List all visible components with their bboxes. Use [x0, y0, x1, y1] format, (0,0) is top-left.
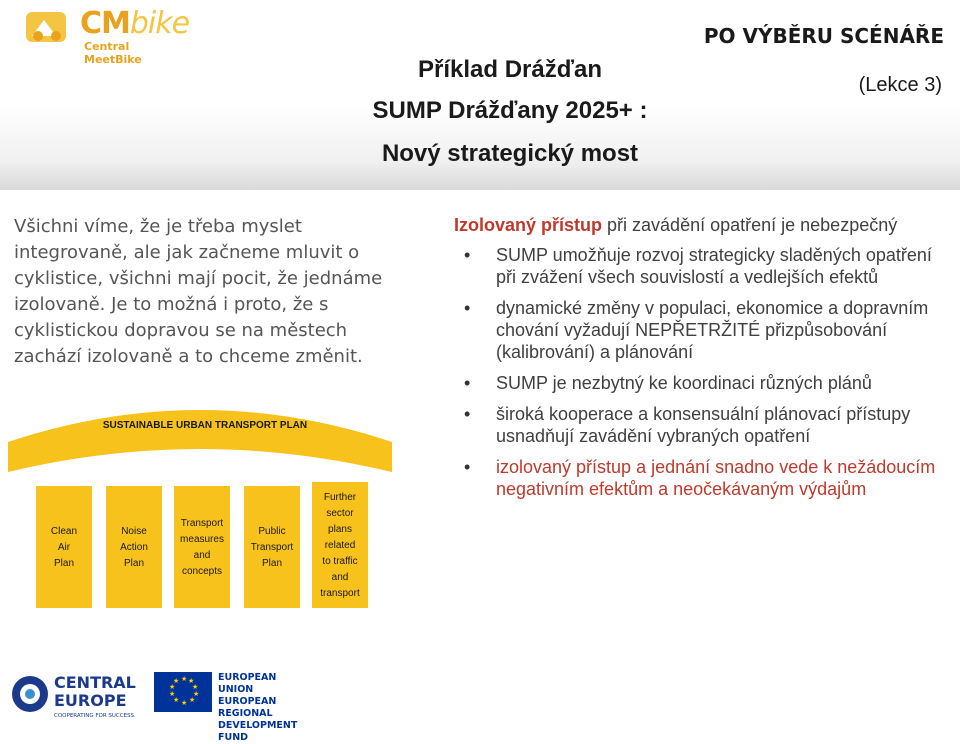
svg-text:★: ★ — [169, 683, 176, 691]
ce-line2: EUROPE — [54, 691, 127, 710]
diagram-pillar-label: transport — [320, 588, 360, 599]
diagram-pillar-label: Transport — [250, 542, 294, 553]
sump-diagram-svg — [0, 404, 400, 614]
diagram-pillar-label: concepts — [181, 566, 223, 577]
diagram-pillar-label: sector — [326, 508, 354, 519]
diagram-pillar-label: Further — [323, 492, 357, 503]
svg-text:★: ★ — [181, 675, 188, 683]
intro-text: Všichni víme, že je třeba myslet integrovaně, ale jak začneme mluvit o cyklistice, všichni mají pocit, že jednáme izolovaně. Je to možná i proto, že s cyklistickou dopravou se na městech zachází izolovaně a to chceme změnit. — [14, 216, 383, 367]
eu-line: DEVELOPMENT FUND — [218, 720, 298, 743]
eu-line: EUROPEAN REGIONAL — [218, 696, 277, 719]
sump-diagram — [0, 404, 400, 614]
footer — [0, 660, 960, 743]
central-europe-logo — [8, 668, 144, 720]
diagram-pillar-label: measures — [180, 534, 224, 545]
diagram-pillar-label: Transport — [180, 518, 224, 529]
svg-text:★: ★ — [193, 690, 200, 698]
cmbike-logo — [22, 6, 190, 66]
page-title-line-1: Příklad Drážďan — [418, 56, 602, 83]
svg-text:★: ★ — [169, 690, 176, 698]
svg-text:★: ★ — [192, 683, 199, 691]
diagram-pillar-label: Clean — [50, 526, 78, 537]
page-title-line-3: Nový strategický most — [381, 140, 639, 167]
list-item: • široká kooperace a konsensuální plánovací přístupy usnadňují zavádění vybraných opatření — [454, 403, 954, 447]
diagram-pillar-label: Noise — [121, 526, 147, 537]
ce-line1: CENTRAL — [54, 673, 136, 692]
diagram-pillar-label: Plan — [53, 558, 75, 569]
svg-text:★: ★ — [173, 696, 180, 704]
list-item: • dynamické změny v populaci, ekonomice a dopravním chování vyžadují NEPŘETRŽITÉ přizpůsobování (kalibrování) a plánování — [454, 297, 954, 363]
eu-line: EUROPEAN UNION — [218, 672, 277, 695]
list-item-warning: • izolovaný přístup a jednání snadno vede k nežádoucím negativním efektům a neočekávaným výdajům — [454, 456, 954, 500]
diagram-pillars — [36, 482, 368, 608]
svg-text:★: ★ — [189, 696, 196, 704]
diagram-pillar-label: related — [324, 540, 356, 551]
lead-rest: při zavádění opatření je nebezpečný — [602, 215, 898, 235]
diagram-pillar-label: to traffic — [322, 556, 358, 567]
diagram-pillar — [174, 486, 230, 608]
lead-statement — [454, 214, 954, 236]
diagram-roof-label: SUSTAINABLE URBAN TRANSPORT PLAN — [102, 420, 308, 431]
diagram-pillar-label: plans — [328, 524, 352, 535]
eu-fund-label — [218, 672, 314, 744]
central-europe-logo-icon — [8, 668, 144, 720]
list-item: • SUMP umožňuje rozvoj strategicky sladěných opatření při zvážení všech souvislostí a vedlejších efektů — [454, 244, 954, 288]
svg-text:★: ★ — [188, 677, 195, 685]
diagram-pillar-label: Air — [57, 542, 71, 553]
lead-highlight: Izolovaný přístup — [454, 215, 603, 235]
logo-subtitle: Central MeetBike — [84, 40, 142, 66]
ce-tagline: COOPERATING FOR SUCCESS. — [54, 713, 136, 719]
diagram-pillar-label: Action — [120, 542, 148, 553]
diagram-pillar-label: Public — [258, 526, 286, 537]
diagram-pillar-label: Plan — [123, 558, 145, 569]
eu-flag-icon — [154, 672, 212, 712]
section-title: PO VÝBĚRU SCÉNÁŘE — [703, 24, 944, 48]
logo-text: CMbike — [80, 6, 190, 41]
diagram-pillar-label: and — [193, 550, 211, 561]
slide-header — [0, 0, 960, 190]
svg-text:★: ★ — [181, 699, 188, 707]
diagram-pillar-label: Plan — [261, 558, 283, 569]
bullet-list — [454, 244, 954, 500]
list-item: • SUMP je nezbytný ke koordinaci různých plánů — [454, 372, 954, 394]
svg-text:★: ★ — [173, 677, 180, 685]
lesson-label: (Lekce 3) — [858, 74, 942, 96]
page-title-line-2: SUMP Drážďany 2025+ : — [372, 97, 648, 124]
cmbike-logo-icon — [22, 6, 74, 52]
content-panel — [454, 214, 954, 509]
diagram-pillar-label: and — [331, 572, 349, 583]
